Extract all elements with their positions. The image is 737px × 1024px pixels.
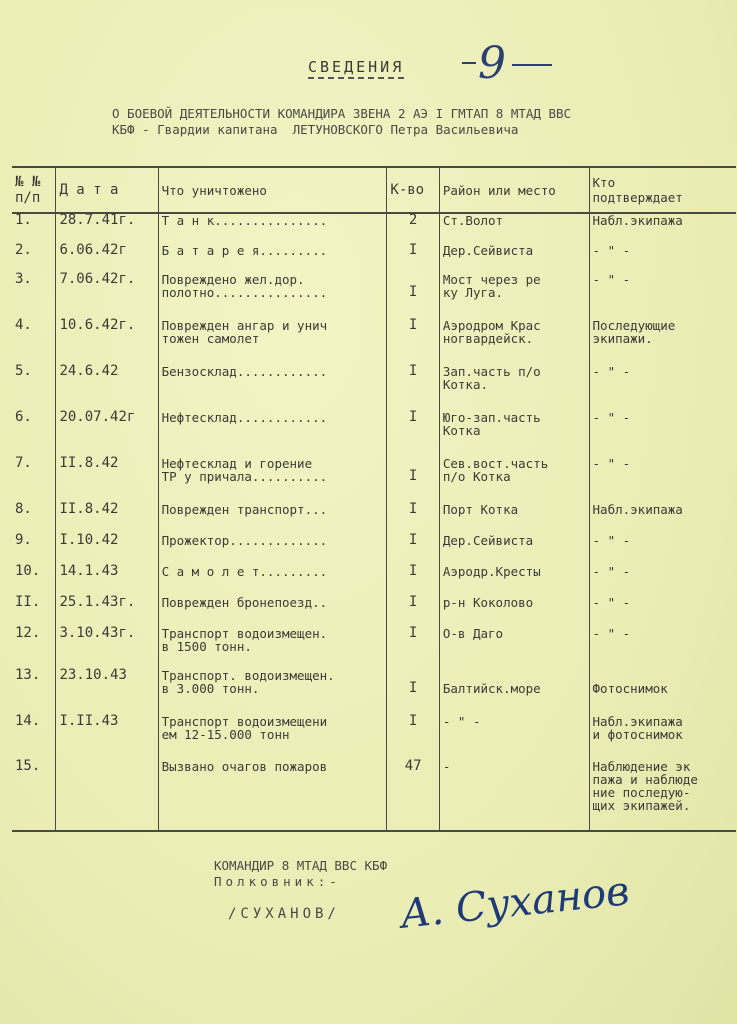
handwritten-doc-number: 9: [478, 38, 506, 89]
row-confirmed: - " -: [589, 411, 736, 457]
row-number: 3.: [15, 271, 32, 287]
commander-position: КОМАНДИР 8 МТАД ВВС КБФ: [214, 858, 388, 873]
row-quantity: I: [387, 411, 439, 457]
row-number: 13.: [15, 667, 41, 683]
row-place: О-в Даго: [439, 627, 589, 669]
row-quantity: I: [387, 503, 439, 534]
row-place: Мост через ре ку Луга.: [439, 273, 589, 319]
table-row: [12, 213, 736, 244]
col-header-quantity: К-во: [387, 167, 439, 213]
row-number: 14.: [15, 713, 41, 729]
row-quantity: I: [387, 244, 439, 273]
row-place: р-н Коколово: [439, 596, 589, 627]
commander-rank: Полковник:-: [214, 874, 341, 889]
table-header-row: [12, 167, 736, 213]
row-confirmed: Наблюдение эк пажа и наблюде ние последую- щих экипажей.: [589, 760, 736, 831]
row-number: 15.: [12, 760, 56, 831]
table-row: [12, 534, 736, 565]
row-confirmed: - " -: [589, 273, 736, 319]
subtitle-line-2: КБФ - Гвардии капитана ЛЕТУНОВСКОГО Петра Васильевича: [112, 122, 519, 137]
row-confirmed: - " -: [589, 565, 736, 596]
row-number: 1.: [15, 212, 32, 228]
row-quantity: I: [387, 534, 439, 565]
row-quantity: 47: [387, 760, 439, 831]
row-date: 20.07.42г: [56, 411, 158, 457]
row-quantity: 2: [387, 213, 439, 244]
row-quantity: I: [387, 627, 439, 669]
row-quantity: I: [387, 565, 439, 596]
row-confirmed: - " -: [589, 596, 736, 627]
row-quantity: I: [387, 715, 439, 760]
row-number: 7.: [15, 455, 32, 471]
row-number: 4.: [15, 317, 32, 333]
signature-block: [214, 858, 387, 890]
handwritten-signature: А. Суханов: [398, 868, 632, 938]
table-row: [12, 273, 736, 319]
row-destroyed: Транспорт. водоизмещен. в 3.000 тонн.: [158, 669, 387, 715]
col-header-confirmed: Кто подтверждает: [589, 167, 736, 213]
row-place: -: [439, 760, 589, 831]
row-confirmed: Фотоснимок: [589, 669, 736, 715]
row-date: 14.1.43: [56, 565, 158, 596]
row-date: 7.06.42г.: [56, 273, 158, 319]
table-row: [12, 760, 736, 831]
row-destroyed: Поврежден бронепоезд..: [158, 596, 387, 627]
row-place: Ст.Волот: [439, 213, 589, 244]
row-quantity: I: [387, 273, 439, 319]
row-quantity: I: [387, 319, 439, 365]
document-title: СВЕДЕНИЯ: [308, 58, 404, 79]
row-confirmed: - " -: [589, 457, 736, 503]
row-number: 2.: [15, 242, 32, 258]
row-number: 10.: [15, 563, 41, 579]
row-destroyed: Транспорт водоизмещен. в 1500 тонн.: [158, 627, 387, 669]
row-number: 5.: [15, 363, 32, 379]
row-confirmed: - " -: [589, 365, 736, 411]
row-date: I.II.43: [56, 715, 158, 760]
row-place: Дер.Сейвиста: [439, 534, 589, 565]
row-place: Юго-зап.часть Котка: [439, 411, 589, 457]
row-place: Аэродр.Кресты: [439, 565, 589, 596]
row-destroyed: Нефтесклад и горение ТР у причала..........: [158, 457, 387, 503]
row-number: II.: [15, 594, 41, 610]
document-subtitle: [112, 106, 722, 138]
row-number: 8.: [15, 501, 32, 517]
row-place: Дер.Сейвиста: [439, 244, 589, 273]
table-row: [12, 596, 736, 627]
row-date: 25.1.43г.: [56, 596, 158, 627]
table-row: [12, 669, 736, 715]
row-destroyed: Т а н к...............: [158, 213, 387, 244]
row-confirmed: - " -: [589, 627, 736, 669]
row-number: 12.: [15, 625, 41, 641]
row-confirmed: Набл.экипажа: [589, 503, 736, 534]
table-row: [12, 457, 736, 503]
row-destroyed: Транспорт водоизмещени ем 12-15.000 тонн: [158, 715, 387, 760]
row-confirmed: Набл.экипажа и фотоснимок: [589, 715, 736, 760]
row-date: 23.10.43: [56, 669, 158, 715]
row-destroyed: Бензосклад............: [158, 365, 387, 411]
table-row: [12, 365, 736, 411]
row-date: [56, 760, 158, 831]
row-destroyed: С а м о л е т.........: [158, 565, 387, 596]
row-destroyed: Вызвано очагов пожаров: [158, 760, 387, 831]
row-confirmed: Последующие экипажи.: [589, 319, 736, 365]
row-quantity: I: [387, 457, 439, 503]
row-destroyed: Б а т а р е я.........: [158, 244, 387, 273]
row-place: Сев.вост.часть п/о Котка: [439, 457, 589, 503]
col-header-place: Район или место: [439, 167, 589, 213]
row-destroyed: Поврежден ангар и унич тожен самолет: [158, 319, 387, 365]
table-row: [12, 319, 736, 365]
col-header-number: № № п/п: [12, 167, 56, 213]
table-row: [12, 715, 736, 760]
row-place: Зап.часть п/о Котка.: [439, 365, 589, 411]
row-date: II.8.42: [56, 503, 158, 534]
row-date: I.10.42: [56, 534, 158, 565]
row-number: 9.: [15, 532, 32, 548]
row-date: 28.7.41г.: [56, 213, 158, 244]
row-place: Порт Котка: [439, 503, 589, 534]
col-header-date: Д а т а: [56, 167, 158, 213]
report-table: [12, 166, 736, 832]
table-row: [12, 503, 736, 534]
row-quantity: I: [387, 365, 439, 411]
table-row: [12, 565, 736, 596]
row-place: Аэродром Крас ногвардейск.: [439, 319, 589, 365]
row-confirmed: - " -: [589, 534, 736, 565]
row-quantity: I: [387, 596, 439, 627]
table-row: [12, 411, 736, 457]
row-date: II.8.42: [56, 457, 158, 503]
row-destroyed: Поврежден транспорт...: [158, 503, 387, 534]
commander-name: /СУХАНОВ/: [228, 906, 340, 922]
col-header-destroyed: Что уничтожено: [158, 167, 387, 213]
subtitle-line-1: О БОЕВОЙ ДЕЯТЕЛЬНОСТИ КОМАНДИРА ЗВЕНА 2 АЭ I ГМТАП 8 МТАД ВВС: [112, 106, 572, 121]
row-place: Балтийск.море: [439, 669, 589, 715]
table-row: [12, 627, 736, 669]
row-date: 24.6.42: [56, 365, 158, 411]
row-destroyed: Повреждено жел.дор. полотно...............: [158, 273, 387, 319]
row-place: - " -: [439, 715, 589, 760]
row-date: 10.6.42г.: [56, 319, 158, 365]
row-destroyed: Прожектор.............: [158, 534, 387, 565]
table-row: [12, 244, 736, 273]
row-confirmed: Набл.экипажа: [589, 213, 736, 244]
row-confirmed: - " -: [589, 244, 736, 273]
row-date: 3.10.43г.: [56, 627, 158, 669]
row-quantity: I: [387, 669, 439, 715]
row-number: 6.: [15, 409, 32, 425]
row-destroyed: Нефтесклад............: [158, 411, 387, 457]
row-date: 6.06.42г: [56, 244, 158, 273]
